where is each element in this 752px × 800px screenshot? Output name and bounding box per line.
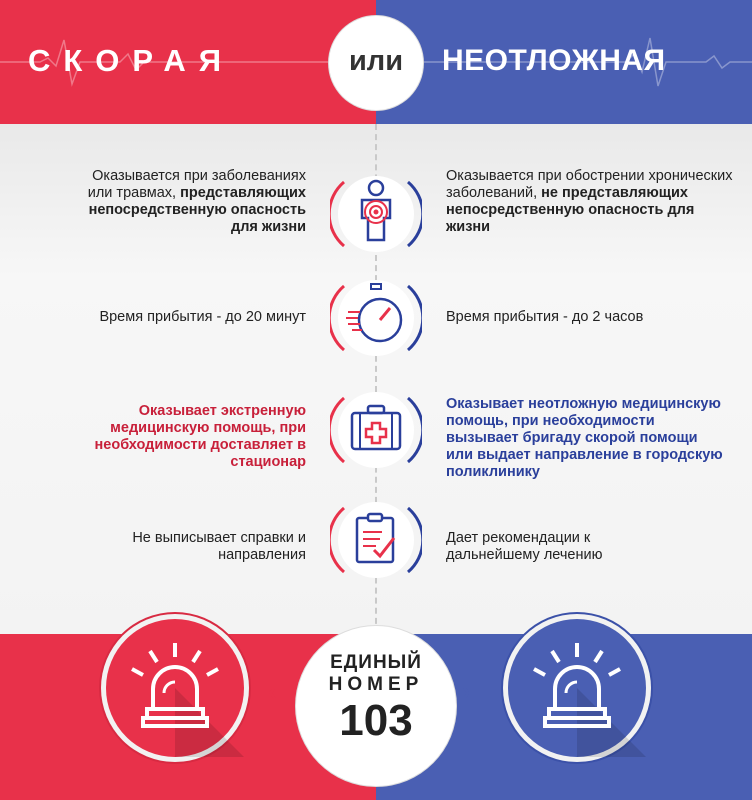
row2-right-text <box>446 309 706 326</box>
single-label: ЕДИНЫЙ <box>330 652 422 673</box>
chevron-right-icon: › <box>462 676 471 706</box>
person-target-icon <box>330 168 422 260</box>
row3-right-bold: Оказывает неотложную медицинскую помощь, при необходимости вызывает бригаду скорой помощи или выдает направление в городскую поликлинику <box>446 396 723 480</box>
row4-left-text <box>66 530 306 564</box>
row1-left-text <box>66 168 306 236</box>
number-label: НОМЕР <box>328 674 424 695</box>
row1-left-plain: Оказывается при заболеваниях или травмах, <box>87 168 306 201</box>
header-left-panel <box>0 0 376 124</box>
siren-icon <box>508 619 646 757</box>
row2-right-plain: Время прибытия - до 2 часов <box>446 309 644 325</box>
clipboard-check-icon <box>330 494 422 586</box>
siren-icon <box>106 619 244 757</box>
emergency-number: 103 <box>339 696 413 745</box>
header-right-panel <box>376 0 752 124</box>
row3-right-text <box>446 396 726 481</box>
row4-left-plain: Не выписывает справки и направления <box>132 530 306 563</box>
urgent-care-title: НЕОТЛОЖНАЯ <box>442 44 666 77</box>
row1-right-text <box>446 168 736 236</box>
row2-left-text <box>66 309 306 326</box>
row4-right-plain: Дает рекомендации к дальнейшему лечению <box>446 530 603 563</box>
single-number-badge <box>296 626 456 786</box>
row1-right-plain: Оказывается при обострении хронических заболеваний, <box>446 168 733 201</box>
row1-left-bold: представляющих непосредственную опасность для жизни <box>88 185 306 235</box>
or-label: или <box>348 44 404 77</box>
medical-case-icon <box>330 384 422 476</box>
row3-left-text <box>36 403 306 471</box>
row3-left-bold: Оказывает экстренную медицинскую помощь, при необходимости доставляет в стационар <box>94 403 306 470</box>
ambulance-title: СКОРАЯ <box>28 43 235 78</box>
row4-right-text <box>446 530 636 564</box>
or-badge <box>329 16 423 110</box>
stopwatch-icon <box>330 272 422 364</box>
row2-left-plain: Время прибытия - до 20 минут <box>99 309 306 325</box>
row1-right-bold: не представляющих непосредственную опасность для жизни <box>446 185 695 235</box>
chevron-left-icon: ‹ <box>268 676 277 706</box>
